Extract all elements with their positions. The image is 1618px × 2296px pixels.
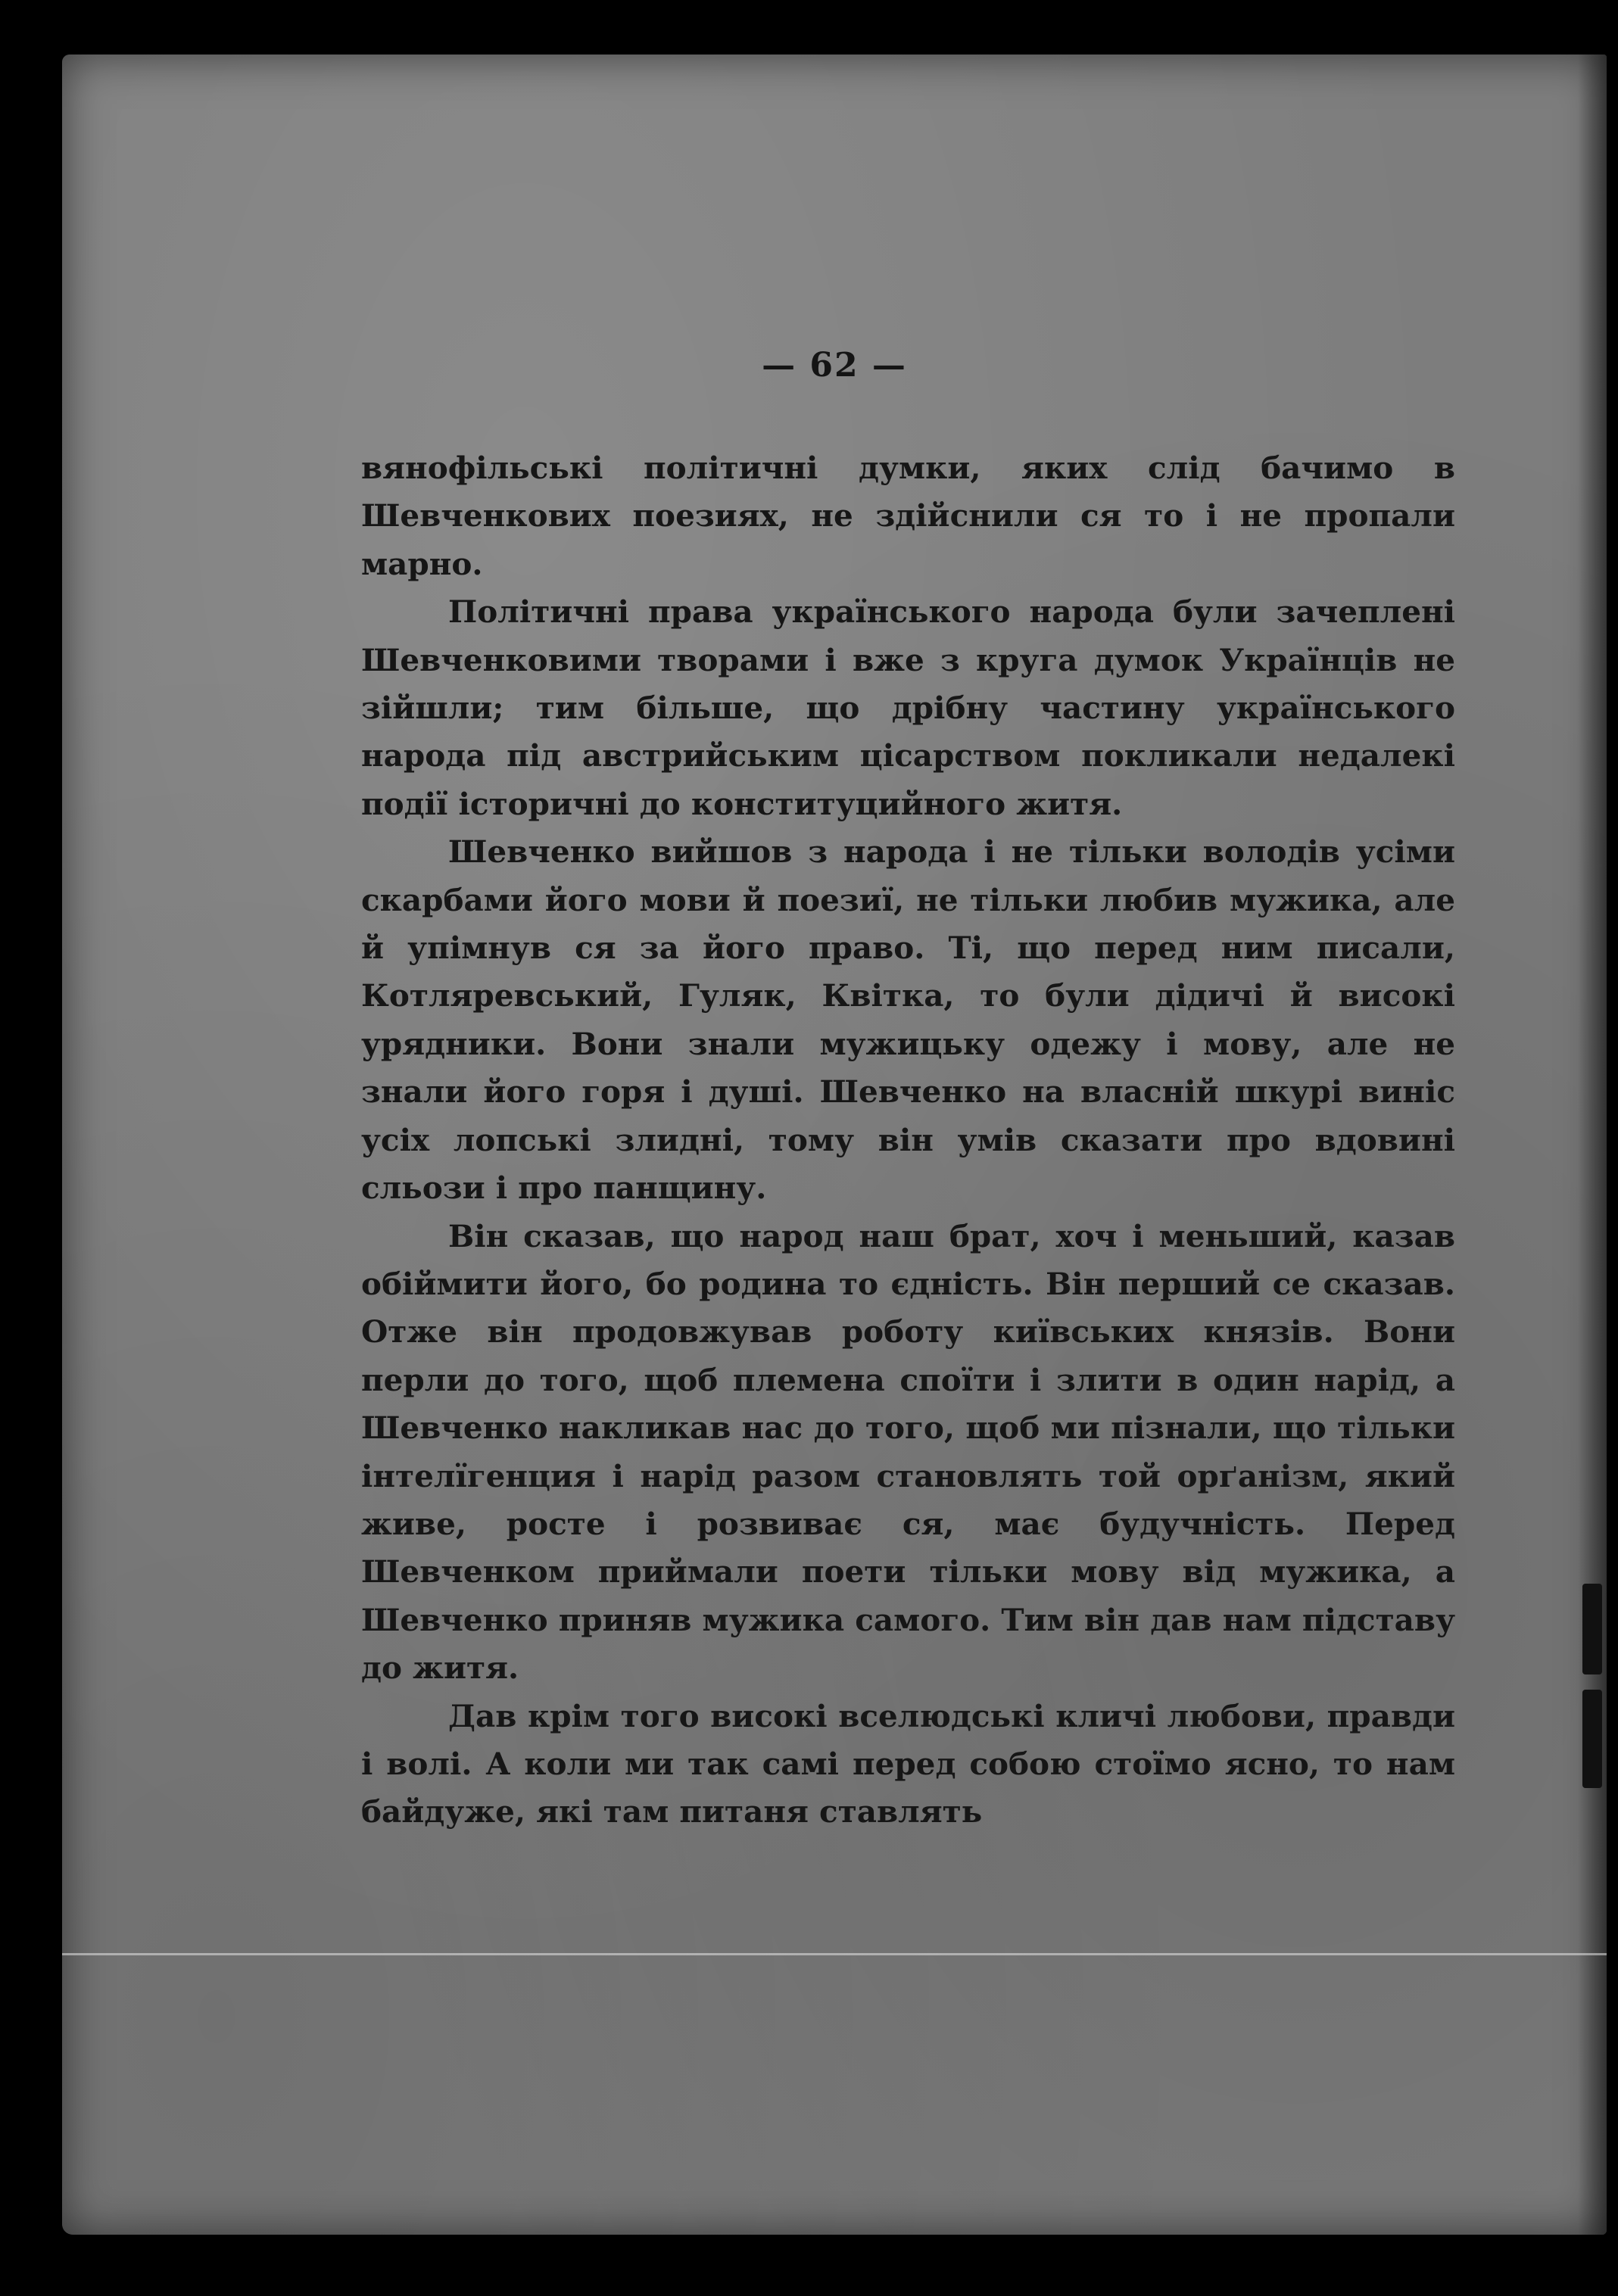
- paragraph: Дав крім того високі вселюдські кличі любови, правди і волі. А коли ми так самі перед собою стоїмо ясно, то нам байдуже, які там питаня ставлять: [361, 1697, 1455, 1830]
- page-number: — 62 —: [762, 346, 907, 385]
- binding-clip-mark: [1582, 1690, 1602, 1788]
- body-text: [361, 444, 1455, 1836]
- paragraph: Він сказав, що народ наш брат, хоч і меньший, казав обіймити його, бо родина то єдність. Він перший се сказав. Отже він продовжував роботу київських князів. Вони перли до того, щоб племена споїти і злити в один нарід, а Шевченко накликав нас до того, щоб ми пізнали, що тільки інтелїгенция і нарід разом становлять той орґанізм, який живе, росте і розвиває ся, має будучність. Перед Шевченком приймали поети тільки мову від мужика, а Шевченко приняв мужика самого. Тим він дав нам підставу до житя.: [361, 1217, 1455, 1687]
- paragraph: Шевченко вийшов з народа і не тільки володів усіми скарбами його мови й поезиї, не тільки любив мужика, але й упімнув ся за його право. Ті, що перед ним писали, Котляревський, Гуляк, Квітка, то були дідичі й високі урядники. Вони знали мужицьку одежу і мову, але не знали його горя і душі. Шевченко на власній шкурі виніс усіх лопські злидні, тому він умів сказати про вдовині сльози і про панщину.: [361, 833, 1455, 1207]
- book-page: [62, 55, 1607, 2235]
- paragraph: Політичні права українського народа були зачеплені Шевченковими творами і вже з круга думок Українців не зійшли; тим більше, що дрібну частину українського народа під австрийським цісарством покликали недалекі події історичні до конституцийного житя.: [361, 593, 1455, 822]
- paragraph: вянофільські політичні думки, яких слід бачимо в Шевченкових поезиях, не здійснили ся то і не пропали марно.: [361, 450, 1455, 582]
- binding-clip-mark: [1582, 1584, 1602, 1674]
- scan-scratch-line: [62, 1953, 1607, 1955]
